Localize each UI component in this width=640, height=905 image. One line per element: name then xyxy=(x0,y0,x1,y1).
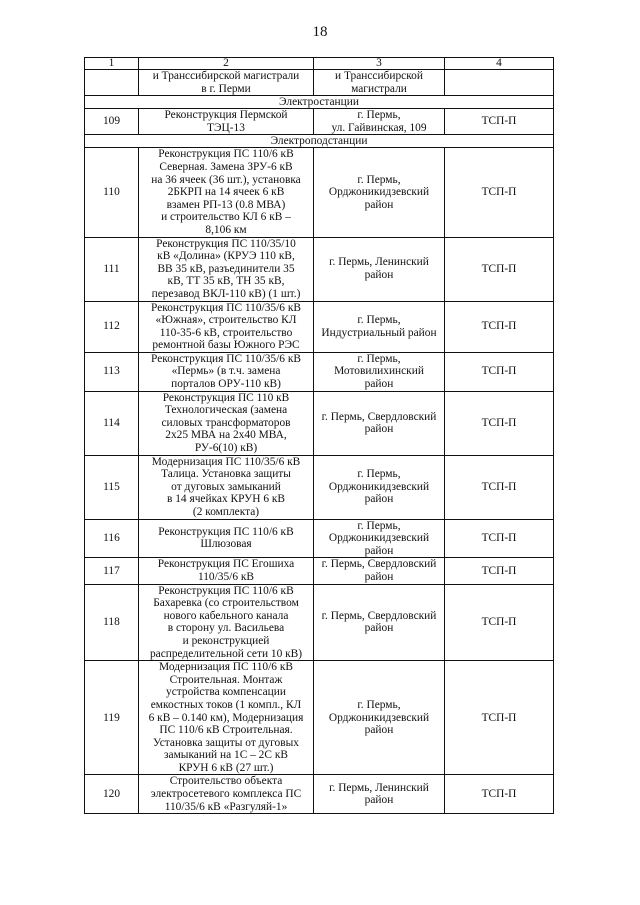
table-row xyxy=(85,584,554,661)
row-location-cell: г. Пермь, Свердловский район xyxy=(314,558,445,584)
row-name-cell: Реконструкция ПС 110/6 кВ Северная. Замена ЗРУ-6 кВ на 36 ячеек (36 шт.), установка 2БКРП на 14 ячеек 6 кВ взамен РП-13 (0.8 МВА) и строительство КЛ 6 кВ – 8,106 км xyxy=(139,148,314,237)
row-location-cell: г. Пермь, Орджоникидзевский район xyxy=(314,519,445,558)
row-name-cell: Реконструкция ПС 110/35/10 кВ «Долина» (КРУЭ 110 кВ, ВВ 35 кВ, разъединители 35 кВ, ТТ 35 кВ, ТН 35 кВ, перезавод ВКЛ-110 кВ) (1 шт.) xyxy=(139,237,314,301)
row-number-cell: 117 xyxy=(85,558,139,584)
row-location-cell: г. Пермь, Орджоникидзевский район xyxy=(314,455,445,519)
row-number-cell: 109 xyxy=(85,109,139,135)
row-name-cell: Реконструкция ПС Егошиха 110/35/6 кВ xyxy=(139,558,314,584)
row-location-cell: г. Пермь, Орджоникидзевский район xyxy=(314,661,445,775)
row-type-cell: ТСП-П xyxy=(445,109,554,135)
row-location-cell: г. Пермь, Индустриальный район xyxy=(314,301,445,352)
row-type-cell: ТСП-П xyxy=(445,661,554,775)
row-location-cell: и Транссибирской магистрали xyxy=(314,70,445,96)
table-row xyxy=(85,519,554,558)
row-number-cell: 112 xyxy=(85,301,139,352)
table-row xyxy=(85,661,554,775)
section-row xyxy=(85,96,554,109)
row-type-cell: ТСП-П xyxy=(445,352,554,391)
row-name-cell: Реконструкция ПС 110 кВ Технологическая (замена силовых трансформаторов 2х25 МВА на 2х40 МВА, РУ-6(10) кВ) xyxy=(139,391,314,455)
table-row xyxy=(85,455,554,519)
row-name-cell: Реконструкция ПС 110/35/6 кВ «Южная», строительство КЛ 110-35-6 кВ, строительство ремонтной базы Южного РЭС xyxy=(139,301,314,352)
row-number-cell: 111 xyxy=(85,237,139,301)
row-type-cell: ТСП-П xyxy=(445,775,554,814)
table-header-row xyxy=(85,58,554,70)
row-name-cell: Модернизация ПС 110/6 кВ Строительная. Монтаж устройства компенсации емкостных токов (1 компл., КЛ 6 кВ – 0.140 км), Модернизация ПС 110/6 кВ Строительная. Установка защиты от дуговых замыканий на 1С – 2С кВ КРУН 6 кВ (27 шт.) xyxy=(139,661,314,775)
row-name-cell: Реконструкция ПС 110/6 кВ Шлюзовая xyxy=(139,519,314,558)
table-row xyxy=(85,148,554,237)
row-location-cell: г. Пермь, ул. Гайвинская, 109 xyxy=(314,109,445,135)
projects-table xyxy=(84,57,554,814)
row-type-cell: ТСП-П xyxy=(445,558,554,584)
row-location-cell: г. Пермь, Ленинский район xyxy=(314,775,445,814)
continuation-row xyxy=(85,70,554,96)
row-type-cell: ТСП-П xyxy=(445,455,554,519)
table-row xyxy=(85,109,554,135)
section-row xyxy=(85,135,554,148)
page-number: 18 xyxy=(312,24,328,40)
row-type-cell: ТСП-П xyxy=(445,148,554,237)
row-name-cell: Модернизация ПС 110/35/6 кВ Талица. Установка защиты от дуговых замыканий в 14 ячейках КРУН 6 кВ (2 комплекта) xyxy=(139,455,314,519)
row-number-cell: 114 xyxy=(85,391,139,455)
row-number-cell: 119 xyxy=(85,661,139,775)
row-location-cell: г. Пермь, Свердловский район xyxy=(314,391,445,455)
row-name-cell: Реконструкция Пермской ТЭЦ-13 xyxy=(139,109,314,135)
row-number-cell: 115 xyxy=(85,455,139,519)
row-number-cell: 120 xyxy=(85,775,139,814)
row-number-cell: 113 xyxy=(85,352,139,391)
row-type-cell: ТСП-П xyxy=(445,584,554,661)
row-location-cell: г. Пермь, Орджоникидзевский район xyxy=(314,148,445,237)
section-title: Электростанции xyxy=(85,96,554,109)
column-header-name: 2 xyxy=(139,58,314,70)
row-name-cell: Строительство объекта электросетевого комплекса ПС 110/35/6 кВ «Разгуляй-1» xyxy=(139,775,314,814)
table-row xyxy=(85,237,554,301)
row-number-cell: 118 xyxy=(85,584,139,661)
column-header-location: 3 xyxy=(314,58,445,70)
table-row xyxy=(85,391,554,455)
row-number-cell: 110 xyxy=(85,148,139,237)
row-location-cell: г. Пермь, Свердловский район xyxy=(314,584,445,661)
row-number-cell xyxy=(85,70,139,96)
row-type-cell xyxy=(445,70,554,96)
column-header-number: 1 xyxy=(85,58,139,70)
row-location-cell: г. Пермь, Мотовилихинский район xyxy=(314,352,445,391)
row-name-cell: Реконструкция ПС 110/6 кВ Бахаревка (со строительством нового кабельного канала в сторону ул. Васильева и реконструкцией распределительной сети 10 кВ) xyxy=(139,584,314,661)
table-row xyxy=(85,775,554,814)
row-name-cell: Реконструкция ПС 110/35/6 кВ «Пермь» (в т.ч. замена порталов ОРУ-110 кВ) xyxy=(139,352,314,391)
row-type-cell: ТСП-П xyxy=(445,519,554,558)
row-type-cell: ТСП-П xyxy=(445,237,554,301)
row-name-cell: и Транссибирской магистрали в г. Перми xyxy=(139,70,314,96)
section-title: Электроподстанции xyxy=(85,135,554,148)
table-row xyxy=(85,352,554,391)
row-type-cell: ТСП-П xyxy=(445,301,554,352)
row-number-cell: 116 xyxy=(85,519,139,558)
table-row xyxy=(85,558,554,584)
row-type-cell: ТСП-П xyxy=(445,391,554,455)
column-header-type: 4 xyxy=(445,58,554,70)
table-row xyxy=(85,301,554,352)
row-location-cell: г. Пермь, Ленинский район xyxy=(314,237,445,301)
